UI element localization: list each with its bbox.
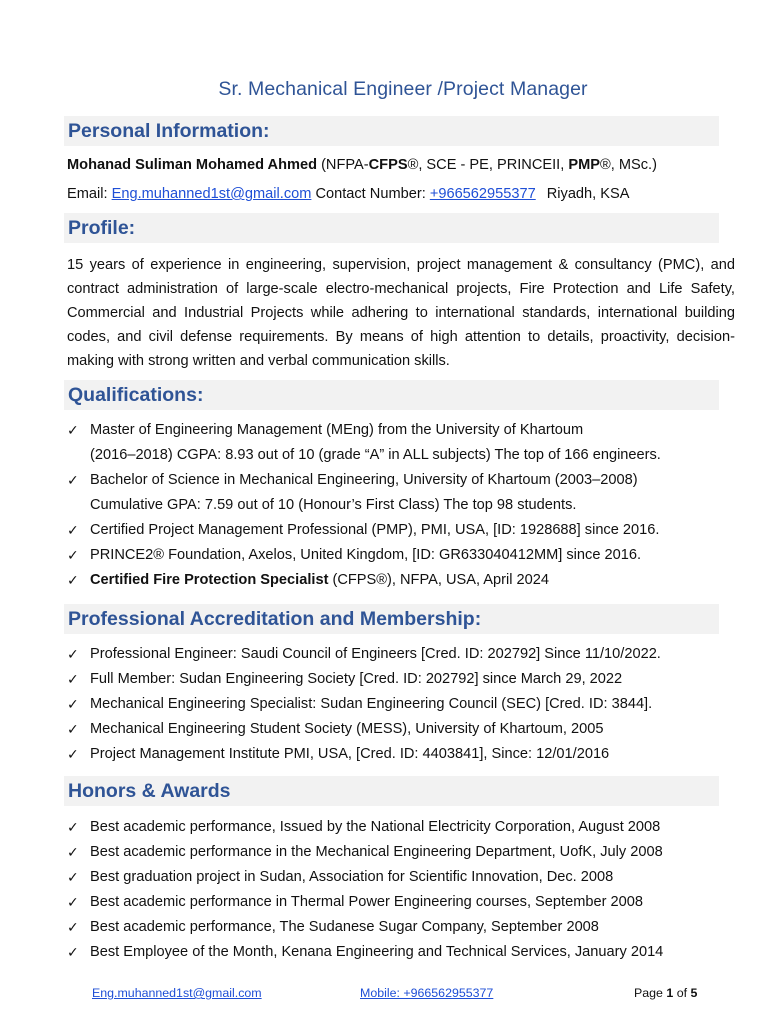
list-item — [67, 692, 735, 717]
item-text: (2016–2018) CGPA: 8.93 out of 10 (grade “A” in ALL subjects) The top of 166 engineers. — [90, 447, 661, 463]
document-title: Sr. Mechanical Engineer /Project Manager — [218, 78, 588, 100]
item-text: Best academic performance in the Mechanical Engineering Department, UofK, July 2008 — [90, 844, 663, 860]
item-text: (CFPS®), NFPA, USA, April 2024 — [328, 572, 549, 588]
pmp-credential: PMP — [568, 157, 600, 173]
item-text: Project Management Institute PMI, USA, [Cred. ID: 4403841], Since: 12/01/2016 — [90, 746, 610, 762]
page-of: of — [673, 986, 691, 1000]
accreditation-list — [67, 642, 735, 767]
list-item — [67, 568, 735, 593]
list-item — [67, 418, 735, 468]
list-item — [67, 815, 735, 840]
item-text: Best Employee of the Month, Kenana Engineering and Technical Services, January 2014 — [90, 944, 664, 960]
check-icon: ✓ — [67, 671, 79, 687]
item-text: Mechanical Engineering Specialist: Sudan Engineering Council (SEC) [Cred. ID: 3844]. — [90, 696, 653, 712]
cfps-credential: CFPS — [368, 157, 408, 173]
contact-label: Contact Number: — [311, 186, 430, 202]
item-text: Cumulative GPA: 7.59 out of 10 (Honour’s First Class) The top 98 students. — [90, 497, 577, 513]
check-icon: ✓ — [67, 422, 79, 438]
item-text: Mechanical Engineering Student Society (MESS), University of Khartoum, 2005 — [90, 721, 604, 737]
check-icon: ✓ — [67, 522, 79, 538]
section-heading-qualifications: Qualifications: — [64, 380, 719, 410]
list-item — [67, 890, 735, 915]
section-heading-personal: Personal Information: — [64, 116, 719, 146]
footer-email-link[interactable]: Eng.muhanned1st@gmail.com — [92, 986, 262, 1000]
list-item — [67, 840, 735, 865]
check-icon: ✓ — [67, 869, 79, 885]
qualifications-list — [67, 418, 735, 593]
check-icon: ✓ — [67, 547, 79, 563]
check-icon: ✓ — [67, 472, 79, 488]
list-item — [67, 642, 735, 667]
phone-link[interactable]: +966562955377 — [429, 186, 536, 202]
creds-text: (NFPA- — [317, 157, 369, 173]
personal-contact-line — [67, 184, 735, 204]
person-name: Mohanad Suliman Mohamed Ahmed — [67, 157, 318, 173]
creds-text: ®, MSc.) — [599, 157, 657, 173]
check-icon: ✓ — [67, 919, 79, 935]
item-text: Best graduation project in Sudan, Association for Scientific Innovation, Dec. 2008 — [90, 869, 614, 885]
item-text: Bachelor of Science in Mechanical Engineering, University of Khartoum (2003–2008) — [90, 472, 638, 488]
list-item — [67, 742, 735, 767]
list-item — [67, 940, 735, 965]
item-text-bold: Certified Fire Protection Specialist — [90, 572, 329, 588]
page-number: 1 — [666, 986, 674, 1000]
item-text: Full Member: Sudan Engineering Society [Cred. ID: 202792] since March 29, 2022 — [90, 671, 623, 687]
item-text: Best academic performance in Thermal Power Engineering courses, September 2008 — [90, 894, 643, 910]
check-icon: ✓ — [67, 696, 79, 712]
footer-mobile-link[interactable]: Mobile: +966562955377 — [360, 986, 494, 1000]
item-text: Best academic performance, The Sudanese Sugar Company, September 2008 — [90, 919, 599, 935]
location: Riyadh, KSA — [546, 186, 630, 202]
section-heading-accreditation: Professional Accreditation and Membership: — [64, 604, 719, 634]
profile-text: 15 years of experience in engineering, supervision, project management & consultancy (PMC), and contract administration of large-scale electro-mechanical projects, Fire Protection and Life Safety, Commercial and Industrial Projects while adhering to international standards, international building codes, and civil defense requirements. By means of high attention to details, proactivity, decision-making with strong written and verbal communication skills. — [67, 257, 735, 369]
check-icon: ✓ — [67, 572, 79, 588]
check-icon: ✓ — [67, 819, 79, 835]
page-label: Page — [634, 986, 667, 1000]
item-text: Professional Engineer: Saudi Council of Engineers [Cred. ID: 202792] Since 11/10/2022. — [90, 646, 661, 662]
check-icon: ✓ — [67, 646, 79, 662]
page-indicator — [634, 986, 697, 1000]
check-icon: ✓ — [67, 746, 79, 762]
item-text: Best academic performance, Issued by the National Electricity Corporation, August 2008 — [90, 819, 661, 835]
list-item — [67, 518, 735, 543]
list-item — [67, 915, 735, 940]
check-icon: ✓ — [67, 844, 79, 860]
check-icon: ✓ — [67, 894, 79, 910]
list-item — [67, 717, 735, 742]
email-label: Email: — [67, 186, 112, 202]
list-item — [67, 543, 735, 568]
list-item — [67, 667, 735, 692]
item-text: PRINCE2® Foundation, Axelos, United Kingdom, [ID: GR633040412MM] since 2016. — [90, 547, 642, 563]
section-heading-honors: Honors & Awards — [64, 776, 719, 806]
honors-list — [67, 815, 735, 965]
list-item — [67, 468, 735, 518]
check-icon: ✓ — [67, 721, 79, 737]
page-total: 5 — [690, 986, 698, 1000]
email-link[interactable]: Eng.muhanned1st@gmail.com — [111, 186, 312, 202]
creds-text: ®, SCE - PE, PRINCEII, — [407, 157, 569, 173]
item-text: Certified Project Management Professional (PMP), PMI, USA, [ID: 1928688] since 2016. — [90, 522, 660, 538]
list-item — [67, 865, 735, 890]
item-text: Master of Engineering Management (MEng) from the University of Khartoum — [90, 422, 584, 438]
check-icon: ✓ — [67, 944, 79, 960]
page-footer — [0, 986, 768, 1002]
section-heading-profile: Profile: — [64, 213, 719, 243]
personal-name-line — [67, 155, 735, 175]
